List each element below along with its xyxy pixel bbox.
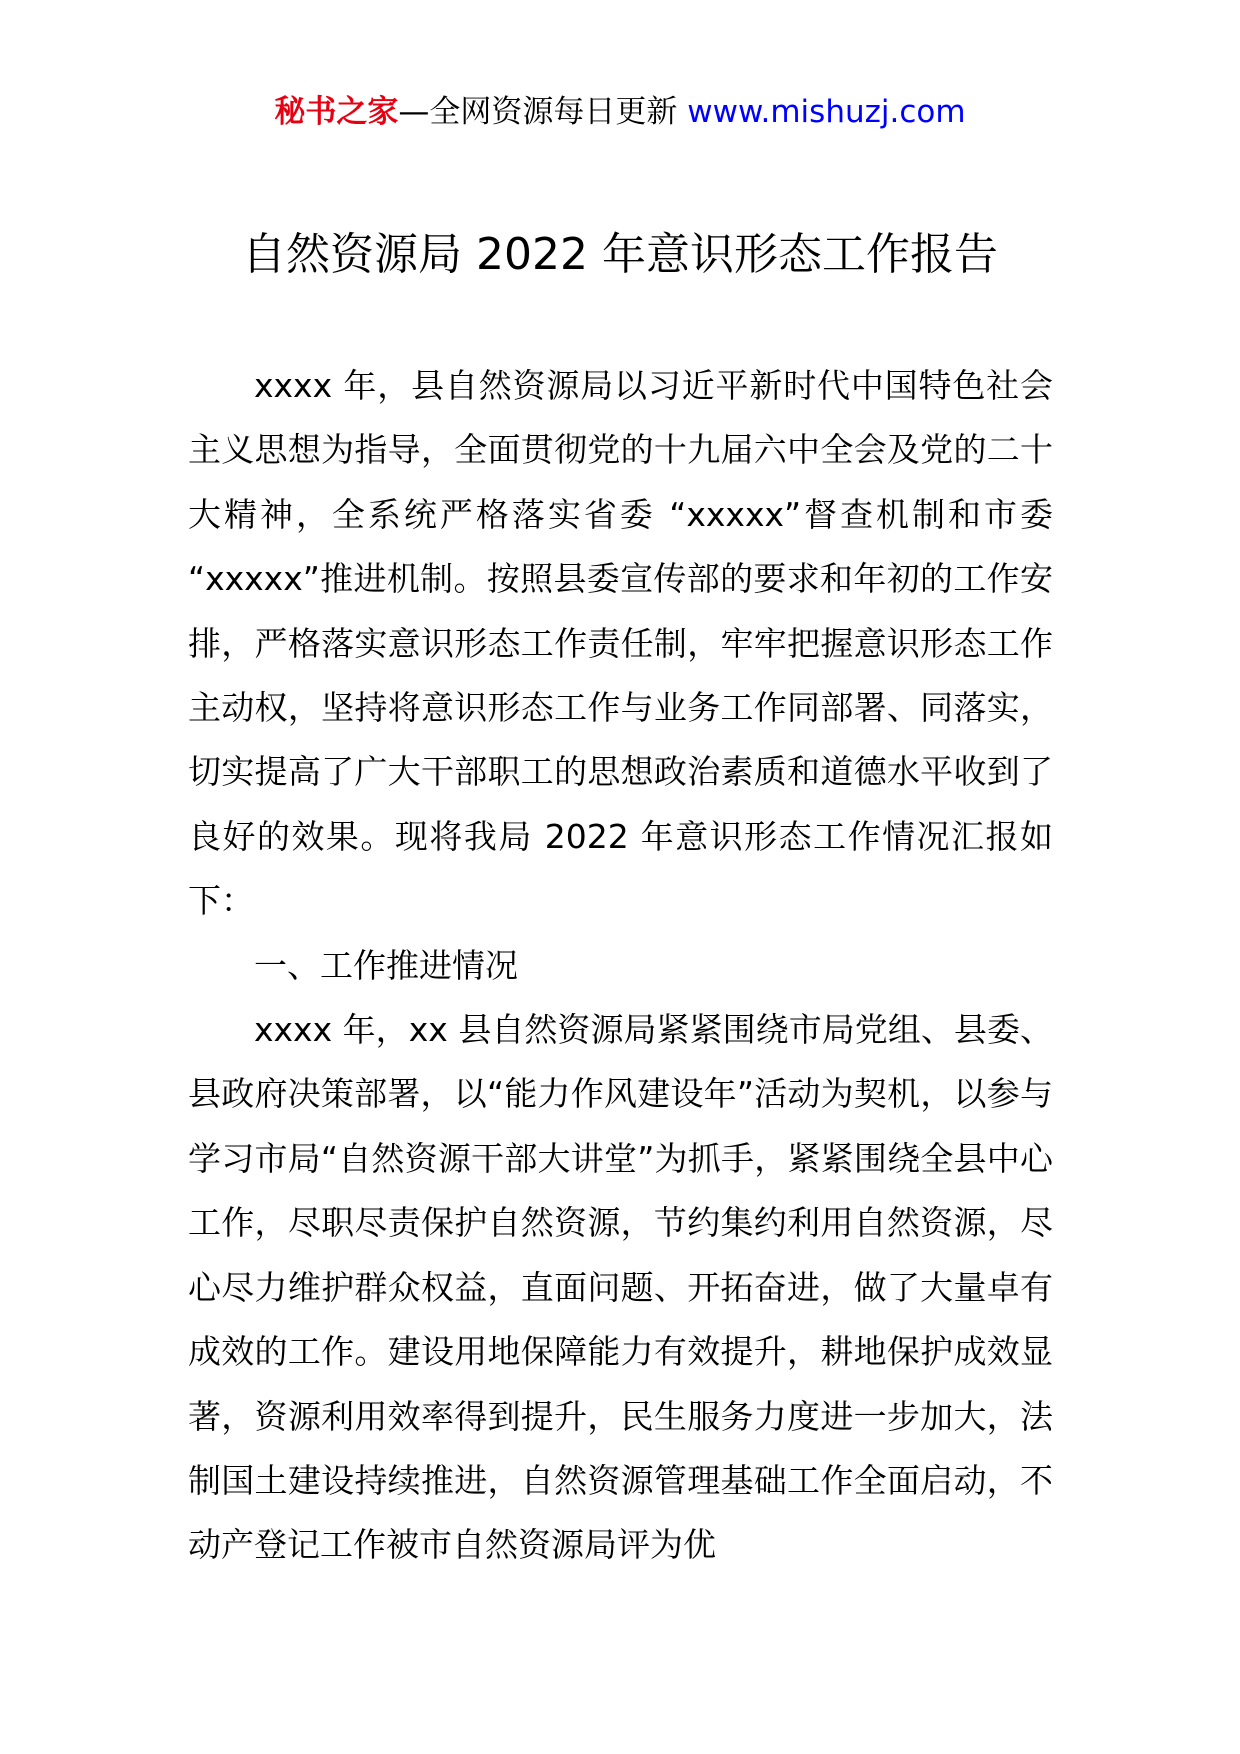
document-title: 自然资源局 2022 年意识形态工作报告 xyxy=(242,229,998,280)
body-paragraph-work-progress: xxxx 年，xx 县自然资源局紧紧围绕市局党组、县委、县政府决策部署，以“能力作风建设年”活动为契机，以参与学习市局“自然资源干部大讲堂”为抓手，紧紧围绕全县中心工作，尽职尽责保护自然资源，节约集约利用自然资源，尽心尽力维护群众权益，直面问题、开拓奋进，做了大量卓有成效的工作。建设用地保障能力有效提升，耕地保护成效显著，资源利用效率得到提升，民生服务力度进一步加大，法制国土建设持续推进，自然资源管理基础工作全面启动，不动产登记工作被市自然资源局评为优 xyxy=(188,1010,1053,1565)
section-heading-work-progress: 一、工作推进情况 xyxy=(254,945,518,985)
site-tagline: —全网资源每日更新 xyxy=(398,94,688,130)
body-paragraph-intro: xxxx 年，县自然资源局以习近平新时代中国特色社会主义思想为指导，全面贯彻党的十九届六中全会及党的二十大精神，全系统严格落实省委 “xxxxx”督查机制和市委 “xxxxx”推进机制。按照县委宣传部的要求和年初的工作安排，严格落实意识形态工作责任制，牢牢把握意识形态工作主动权，坚持将意识形态工作与业务工作同部署、同落实，切实提高了广大干部职工的思想政治素质和道德水平收到了良好的效果。现将我局 2022 年意识形态工作情况汇报如下： xyxy=(188,366,1053,921)
site-header xyxy=(0,92,1240,132)
document-body xyxy=(188,354,1053,1578)
site-brand: 秘书之家 xyxy=(274,94,399,130)
site-url-link[interactable]: www.mishuzj.com xyxy=(687,94,966,130)
